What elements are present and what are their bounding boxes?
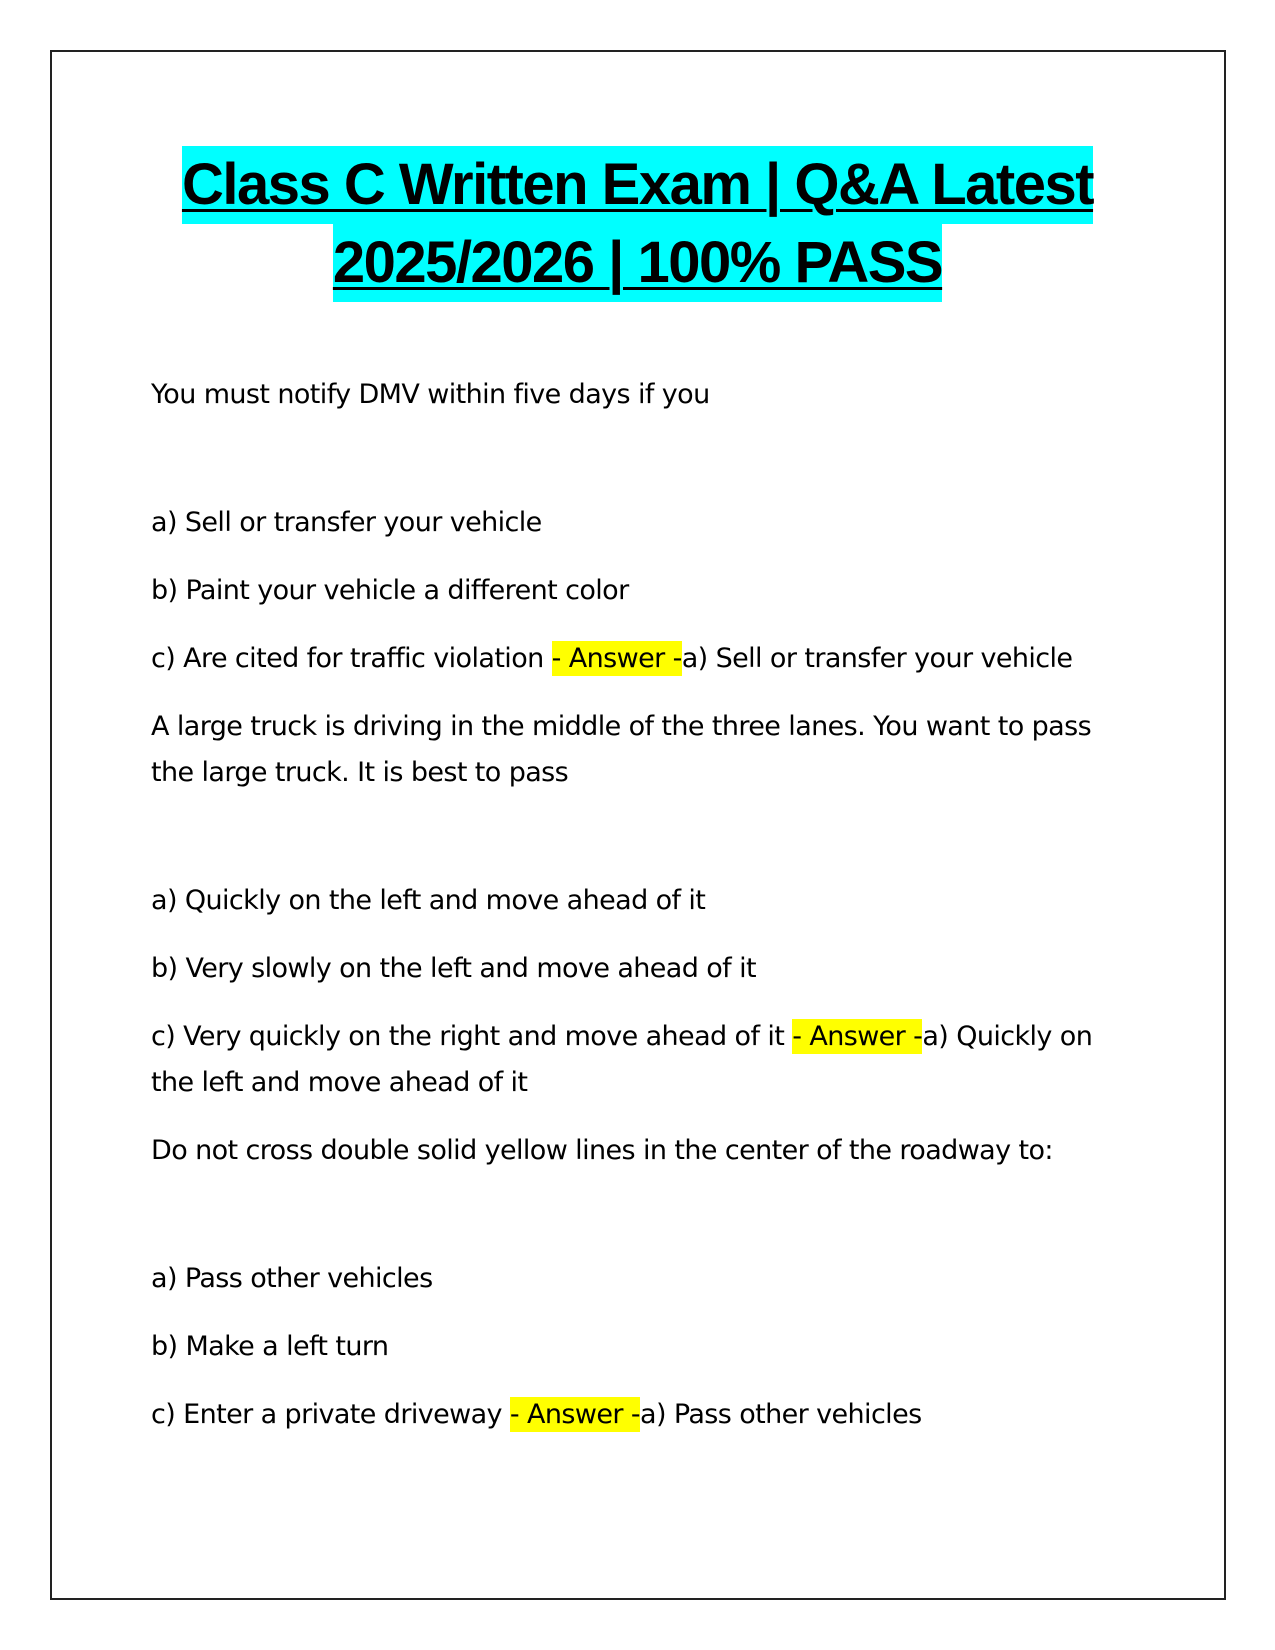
answer-marker: - Answer - — [509, 1399, 641, 1430]
question-text: Do not cross double solid yellow lines in the center of the roadway to: — [151, 1135, 1053, 1166]
option-b: b) Paint your vehicle a different color — [151, 575, 629, 606]
title-line-2: 2025/2026 | 100% PASS — [333, 224, 942, 302]
option-c-with-answer — [151, 1014, 1111, 1106]
option-c-with-answer — [151, 1392, 1111, 1438]
answer-marker: - Answer - — [551, 643, 682, 674]
answer-text: a) Sell or transfer your vehicle — [681, 643, 1073, 674]
answer-text: a) Pass other vehicles — [640, 1399, 922, 1430]
option-b: b) Make a left turn — [151, 1331, 389, 1362]
option-c-with-answer — [151, 636, 1111, 682]
document-title — [100, 146, 1175, 302]
question-text: You must notify DMV within five days if you — [151, 379, 710, 410]
qa-block-2 — [151, 704, 1111, 1106]
option-a: a) Quickly on the left and move ahead of it — [151, 885, 706, 916]
option-a: a) Sell or transfer your vehicle — [151, 507, 542, 538]
question-text: A large truck is driving in the middle of the three lanes. You want to pass the large truck. It is best to pass — [151, 711, 1092, 788]
option-c: c) Very quickly on the right and move ahead of it — [151, 1021, 793, 1052]
qa-content — [151, 372, 1111, 1460]
option-c: c) Are cited for traffic violation — [151, 643, 552, 674]
title-line-1: Class C Written Exam | Q&A Latest — [182, 146, 1093, 224]
answer-marker: - Answer - — [792, 1021, 923, 1052]
option-b: b) Very slowly on the left and move ahead of it — [151, 953, 756, 984]
option-a: a) Pass other vehicles — [151, 1263, 433, 1294]
option-c: c) Enter a private driveway — [151, 1399, 510, 1430]
answer-text: a) Quickly on the left and move ahead of it — [151, 1021, 1093, 1098]
qa-block-1 — [151, 372, 1111, 682]
qa-block-3 — [151, 1128, 1111, 1438]
